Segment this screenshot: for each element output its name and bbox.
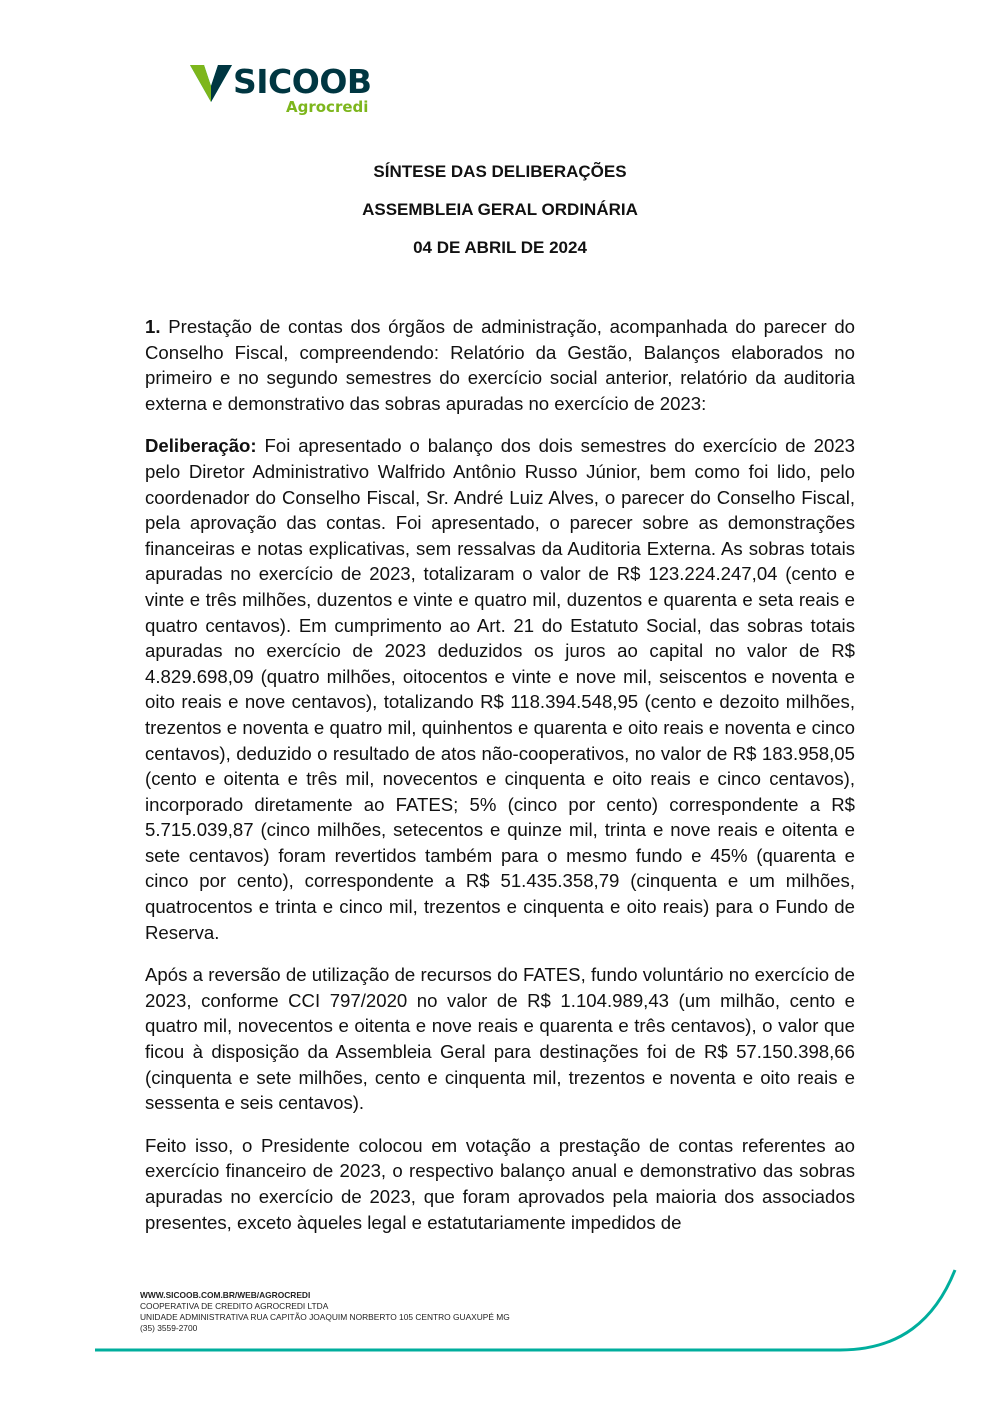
- sicoob-symbol-icon: [190, 62, 232, 104]
- item-1-text: Prestação de contas dos órgãos de administração, acompanhada do parecer do Conselho Fiscal, compreendendo: Relatório da Gestão, Balanços elaborados no primeiro e no segundo semestres do exercício social anterior, relatório da auditoria externa e demonstrativo das sobras apuradas no exercício de 2023:: [145, 316, 856, 414]
- footer-url: WWW.SICOOB.COM.BR/WEB/AGROCREDI: [140, 1290, 311, 1300]
- deliberation-label: Deliberação:: [145, 435, 257, 457]
- fates-paragraph: Após a reversão de utilização de recursos do FATES, fundo voluntário no exercício de 2023, conforme CCI 797/2020 no valor de R$ 1.104.989,43 (um milhão, cento e quatro mil, novecentos e oitenta e nove reais e quarenta e três centavos), o valor que ficou à disposição da Assembleia Geral para destinações foi de R$ 57.150.398,66 (cinquenta e sete milhões, cento e cinquenta mil, trezentos e noventa e oito reais e sessenta e seis centavos).: [145, 964, 855, 1114]
- item-1-number: 1.: [145, 316, 161, 337]
- logo-name: SICOOB: [233, 62, 372, 101]
- footer-phone: (35) 3559-2700: [140, 1323, 198, 1333]
- deliberation-text: Foi apresentado o balanço dos dois semestres do exercício de 2023 pelo Diretor Administrativo Walfrido Antônio Russo Júnior, bem como foi lido, pelo coordenador do Conselho Fiscal, Sr. André Luiz Alves, o parecer do Conselho Fiscal, pela aprovação das contas. Foi apresentado, o parecer sobre as demonstrações financeiras e notas explicativas, sem ressalvas da Auditoria Externa. As sobras totais apuradas no exercício de 2023, totalizaram o valor de R$ 123.224.247,04 (cento e vinte e três milhões, duzentos e vinte e quatro mil, duzentos e quarenta e seta reais e quatro centavos). Em cumprimento ao Art. 21 do Estatuto Social, das sobras totais apuradas no exercício de 2023 deduzidos os juros ao capital no valor de R$ 4.829.698,09 (quatro milhões, oitocentos e vinte e nove mil, seiscentos e noventa e oito reais e nove centavos), totalizando R$ 118.394.548,95 (cento e dezoito milhões, trezentos e noventa e quatro mil, quinhentos e quarenta e oito reais e noventa e cinco centavos), deduzido o resultado de atos não-cooperativos, no valor de R$ 183.958,05 (cento e oitenta e três mil, novecentos e cinquenta e oito reais e cinco centavos), incorporado diretamente ao FATES; 5% (cinco por cento) correspondente a R$ 5.715.039,87 (cinco milhões, setecentos e quinze mil, trinta e nove reais e oitenta e sete centavos) foram revertidos também para o mesmo fundo e 45% (quarenta e cinco por cento), correspondente a R$ 51.435.358,79 (cinquenta e um milhões, quatrocentos e trinta e cinco mil, trezentos e cinquenta e oito reais) para o Fundo de Reserva.: [145, 435, 855, 943]
- footer-address: UNIDADE ADMINISTRATIVA RUA CAPITÃO JOAQUIM NORBERTO 105 CENTRO GUAXUPÉ MG: [140, 1312, 510, 1322]
- document-title: SÍNTESE DAS DELIBERAÇÕES: [373, 162, 627, 181]
- logo-subtitle: Agrocredi: [286, 98, 369, 116]
- sicoob-logo: [190, 62, 390, 122]
- deliberation-paragraph: [145, 433, 855, 945]
- item-1-paragraph: [145, 314, 855, 416]
- document-subtitle: ASSEMBLEIA GERAL ORDINÁRIA: [362, 200, 638, 219]
- voting-paragraph: Feito isso, o Presidente colocou em votação a prestação de contas referentes ao exercício financeiro de 2023, o respectivo balanço anual e demonstrativo das sobras apuradas no exercício de 2023, que foram aprovados pela maioria dos associados presentes, exceto àqueles legal e estatutariamente impedidos de: [145, 1134, 855, 1233]
- document-date: 04 DE ABRIL DE 2024: [413, 238, 587, 257]
- footer-info: [140, 1290, 510, 1334]
- footer-company: COOPERATIVA DE CREDITO AGROCREDI LTDA: [140, 1301, 329, 1311]
- document-header: [100, 161, 900, 275]
- document-body: [145, 314, 855, 1252]
